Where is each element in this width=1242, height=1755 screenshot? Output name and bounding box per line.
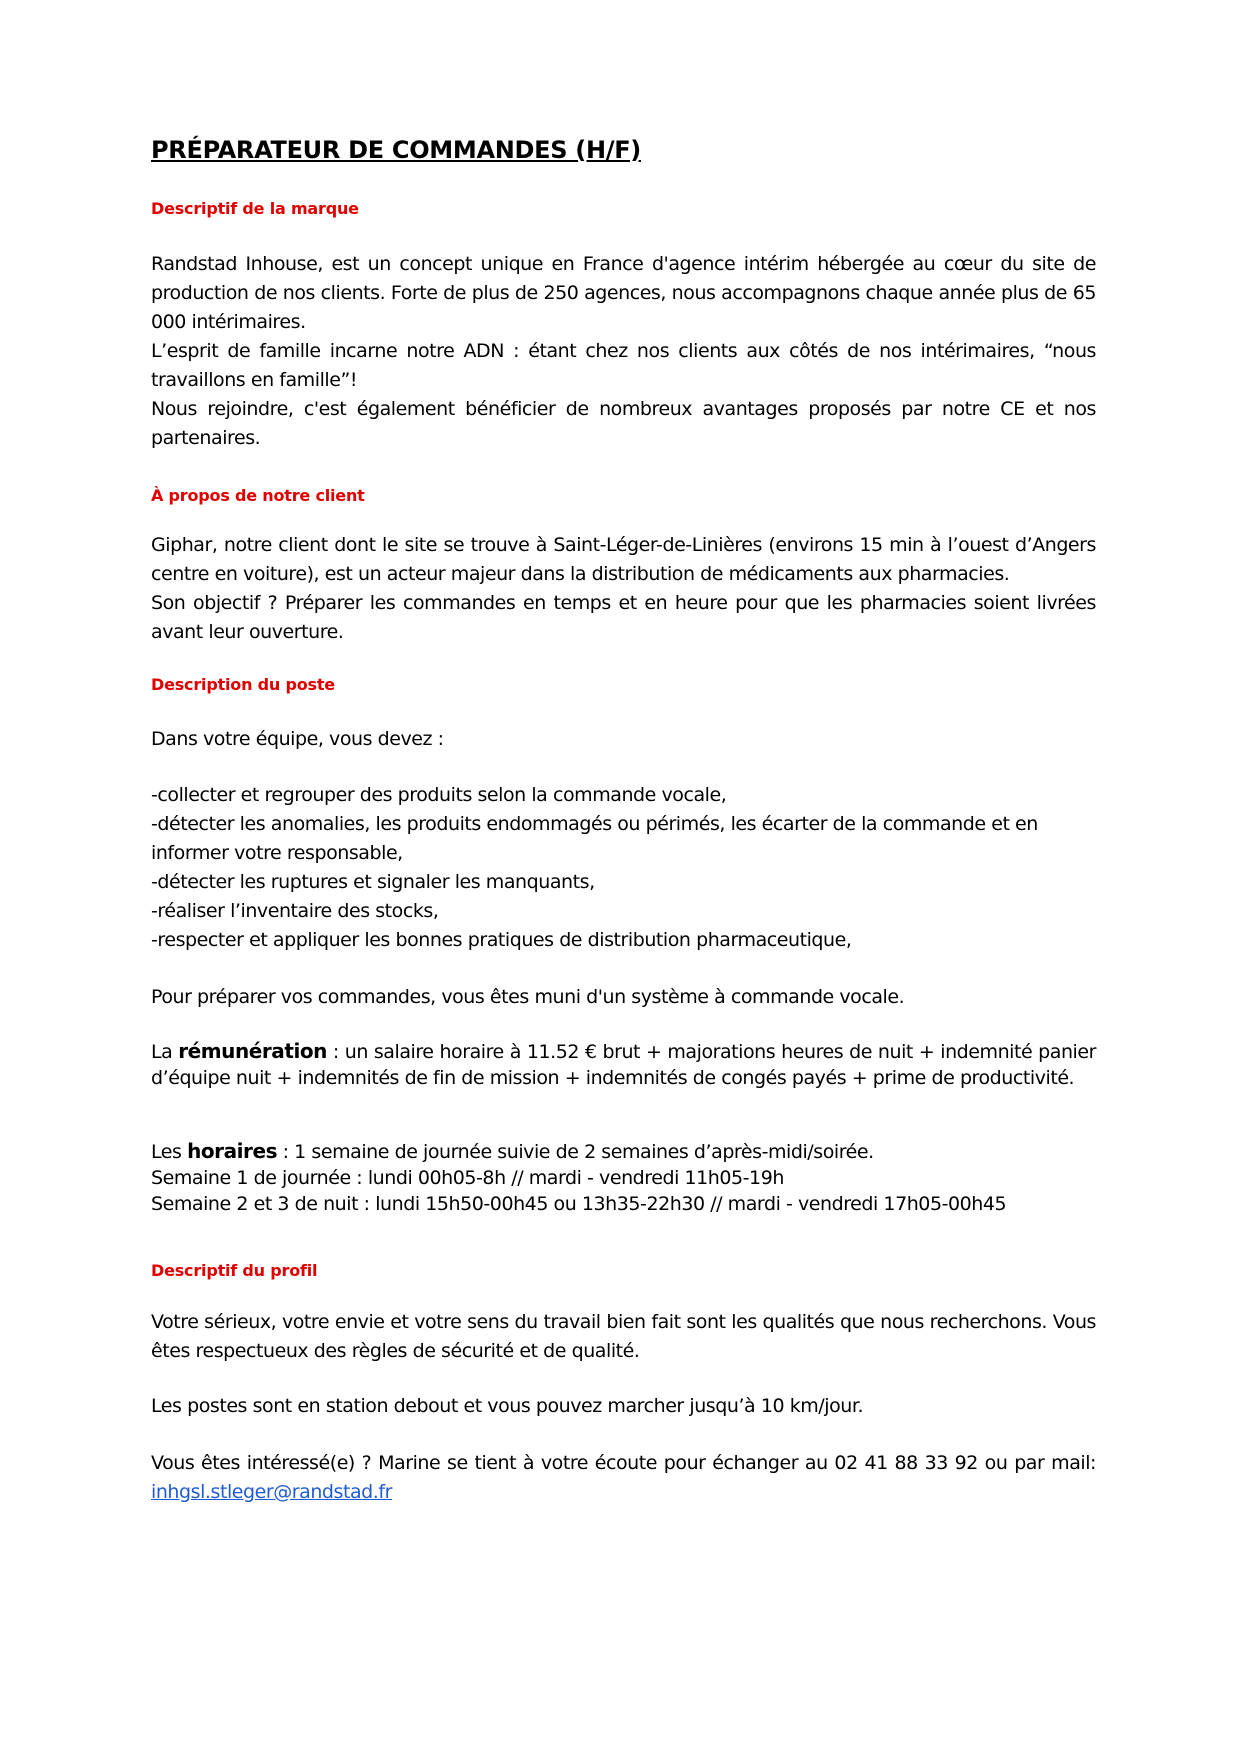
task-item: -respecter et appliquer les bonnes pratiques de distribution pharmaceutique, (151, 929, 852, 951)
profile-paragraph-2: Les postes sont en station debout et vous pouvez marcher jusqu’à 10 km/jour. (151, 1395, 864, 1417)
client-paragraph-2: Son objectif ? Préparer les commandes en temps et en heure pour que les pharmacies soient livrées avant leur ouverture. (151, 592, 1096, 643)
client-description (151, 531, 1096, 647)
week-1-schedule: Semaine 1 de journée : lundi 00h05-8h // mardi - vendredi 11h05-19h (151, 1167, 784, 1189)
section-heading-client: À propos de notre client (151, 486, 365, 505)
hours-prefix: Les (151, 1141, 188, 1163)
contact-paragraph (151, 1449, 1096, 1507)
week-2-3-schedule: Semaine 2 et 3 de nuit : lundi 15h50-00h45 ou 13h35-22h30 // mardi - vendredi 17h05-00h45 (151, 1193, 1007, 1215)
client-paragraph-1: Giphar, notre client dont le site se trouve à Saint-Léger-de-Linières (environs 15 min à l’ouest d’Angers centre en voiture), est un acteur majeur dans la distribution de médicaments aux pharmacies. (151, 534, 1096, 585)
brand-description (151, 250, 1096, 453)
email-link[interactable]: inhgsl.stleger@randstad.fr (151, 1481, 392, 1503)
job-title: PRÉPARATEUR DE COMMANDES (H/F) (151, 136, 641, 164)
brand-paragraph-2: L’esprit de famille incarne notre ADN : étant chez nos clients aux côtés de nos intérimaires, “nous travaillons en famille”! (151, 340, 1096, 391)
pay-paragraph (151, 1038, 1096, 1091)
pay-label: rémunération (178, 1039, 327, 1063)
hours-label: horaires (187, 1139, 278, 1163)
brand-paragraph-1: Randstad Inhouse, est un concept unique en France d'agence intérim hébergée au cœur du site de production de nos clients. Forte de plus de 250 agences, nous accompagnons chaque année plus de 65 000 intérimaires. (151, 253, 1096, 333)
hours-line (151, 1138, 1096, 1165)
hours-text: : 1 semaine de journée suivie de 2 semaines d’après-midi/soirée. (277, 1141, 874, 1163)
task-item: -collecter et regrouper des produits selon la commande vocale, (151, 784, 727, 806)
task-item: -détecter les ruptures et signaler les manquants, (151, 871, 595, 893)
job-intro: Dans votre équipe, vous devez : (151, 728, 444, 750)
section-heading-job: Description du poste (151, 675, 335, 694)
hours-block (151, 1138, 1096, 1217)
profile-paragraph-1: Votre sérieux, votre envie et votre sens du travail bien fait sont les qualités que nous recherchons. Vous êtes respectueux des règles de sécurité et de qualité. (151, 1311, 1096, 1362)
pay-prefix: La (151, 1041, 179, 1063)
task-item: -réaliser l’inventaire des stocks, (151, 900, 439, 922)
vocal-system-text: Pour préparer vos commandes, vous êtes muni d'un système à commande vocale. (151, 986, 905, 1008)
pay-text: : un salaire horaire à 11.52 € brut + majorations heures de nuit + indemnité panier d’équipe nuit + indemnités de fin de mission + indemnités de congés payés + prime de productivité. (151, 1041, 1096, 1089)
section-heading-brand: Descriptif de la marque (151, 199, 359, 218)
section-heading-profile: Descriptif du profil (151, 1261, 318, 1280)
contact-text: Vous êtes intéressé(e) ? Marine se tient à votre écoute pour échanger au 02 41 88 33 92 ou par mail: (151, 1452, 1096, 1474)
brand-paragraph-3: Nous rejoindre, c'est également bénéficier de nombreux avantages proposés par notre CE et nos partenaires. (151, 398, 1096, 449)
task-item: -détecter les anomalies, les produits endommagés ou périmés, les écarter de la commande et en informer votre responsable, (151, 813, 1038, 864)
task-list (151, 781, 1096, 955)
